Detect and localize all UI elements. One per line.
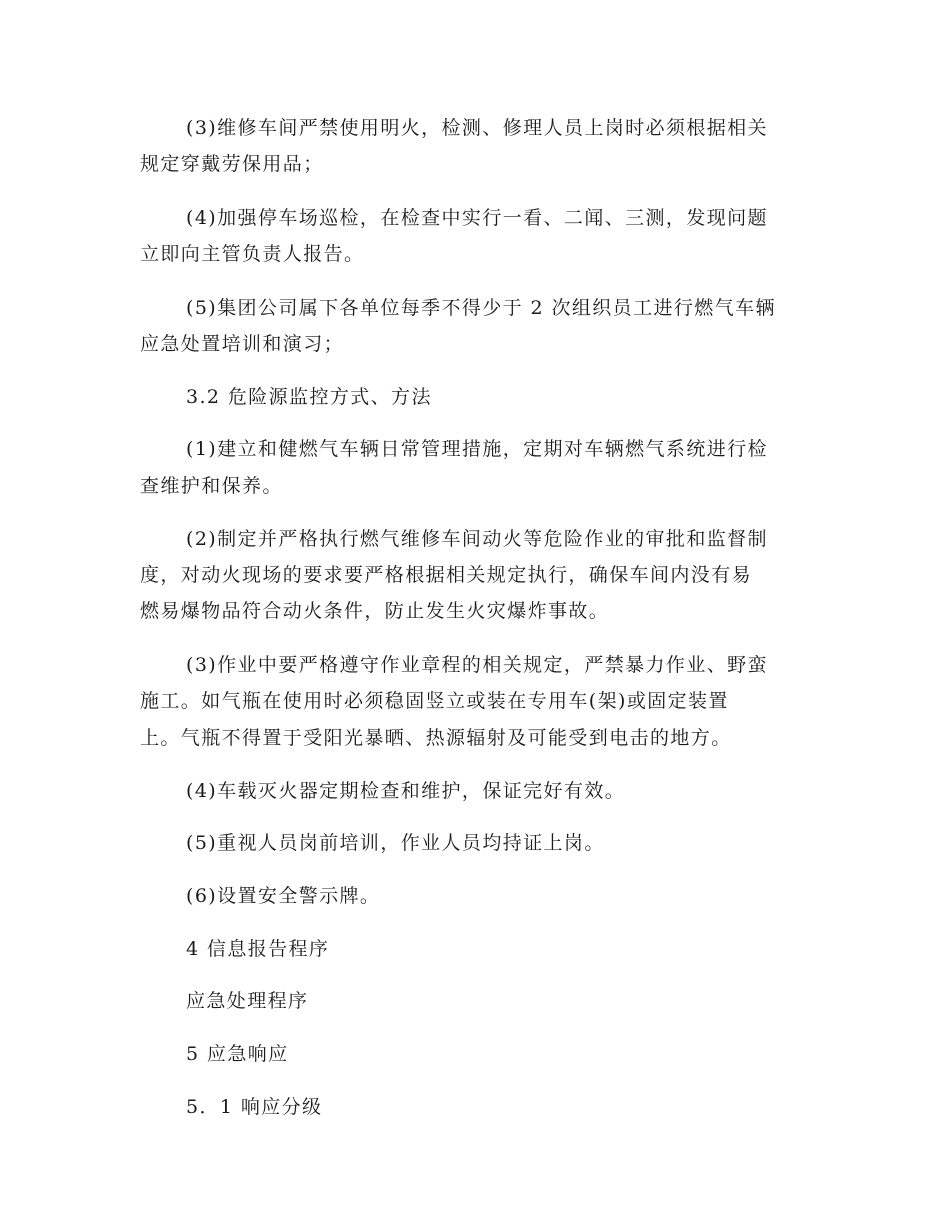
section-heading: 4 信息报告程序 xyxy=(186,938,330,960)
paragraph-line: 上。气瓶不得置于受阳光暴晒、热源辐射及可能受到电击的地方。 xyxy=(140,727,732,749)
paragraph-line: (5)重视人员岗前培训，作业人员均持证上岗。 xyxy=(186,832,605,854)
paragraph-line: (5)集团公司属下各单位每季不得少于 2 次组织员工进行燃气车辆 xyxy=(186,297,776,319)
section-heading: 应急处理程序 xyxy=(186,990,309,1012)
paragraph-line: (1)建立和健燃气车辆日常管理措施，定期对车辆燃气系统进行检 xyxy=(186,438,768,460)
paragraph-line: 施工。如气瓶在使用时必须稳固竖立或装在专用车(架)或固定装置 xyxy=(140,690,729,712)
paragraph-line: (3)作业中要严格遵守作业章程的相关规定，严禁暴力作业、野蛮 xyxy=(186,654,768,676)
paragraph-line: 规定穿戴劳保用品； xyxy=(140,153,324,175)
paragraph-line: (6)设置安全警示牌。 xyxy=(186,885,381,907)
paragraph-line: 立即向主管负责人报告。 xyxy=(140,243,365,265)
section-heading: 3.2 危险源监控方式、方法 xyxy=(186,386,432,408)
paragraph-line: (4)加强停车场巡检，在检查中实行一看、二闻、三测，发现问题 xyxy=(186,207,768,229)
paragraph-line: 查维护和保养。 xyxy=(140,475,283,497)
paragraph-line: 燃易爆物品符合动火条件，防止发生火灾爆炸事故。 xyxy=(140,600,610,622)
paragraph-line: (3)维修车间严禁使用明火，检测、修理人员上岗时必须根据相关 xyxy=(186,117,768,139)
paragraph-line: 应急处置培训和演习； xyxy=(140,333,345,355)
section-heading: 5 应急响应 xyxy=(186,1043,289,1065)
paragraph-line: (4)车载灭火器定期检查和维护，保证完好有效。 xyxy=(186,780,626,802)
section-heading: 5．1 响应分级 xyxy=(186,1096,323,1118)
paragraph-line: 度，对动火现场的要求要严格根据相关规定执行，确保车间内没有易 xyxy=(140,564,753,586)
paragraph-line: (2)制定并严格执行燃气维修车间动火等危险作业的审批和监督制 xyxy=(186,528,768,550)
